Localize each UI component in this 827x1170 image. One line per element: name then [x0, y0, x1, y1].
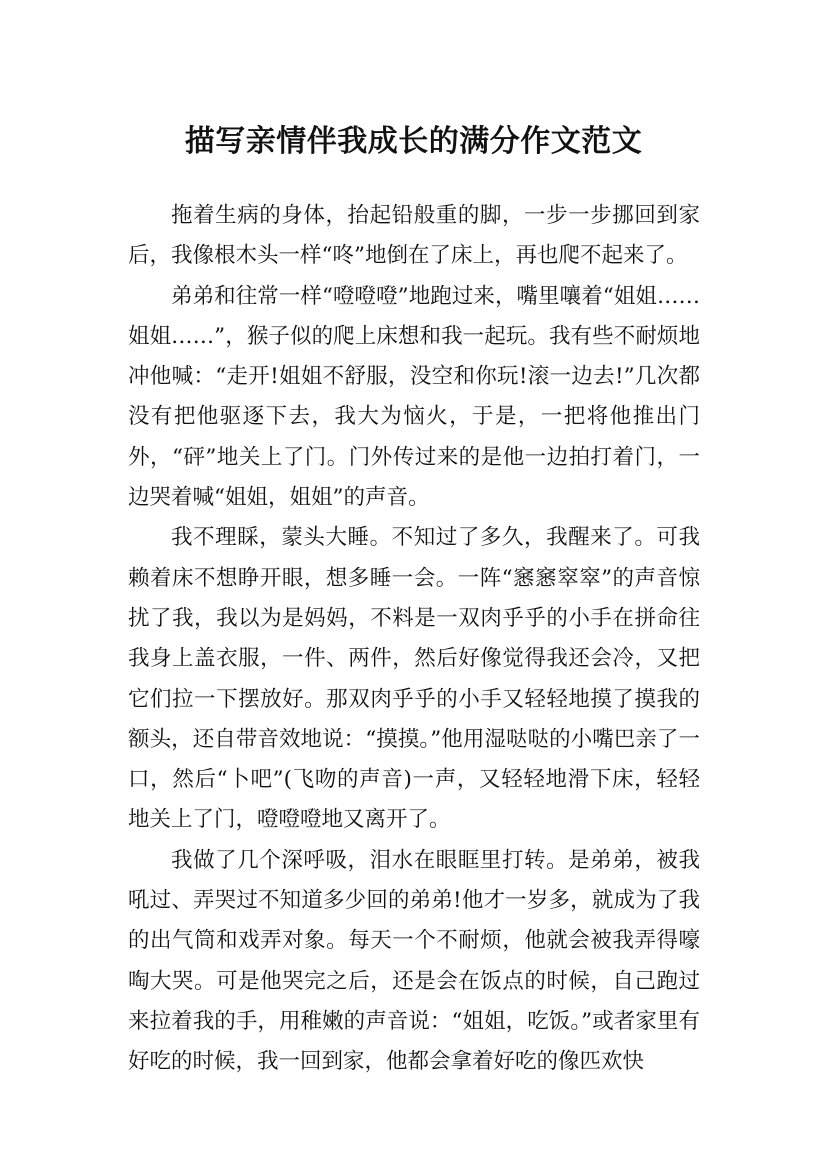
paragraph-1: 拖着生病的身体，抬起铅般重的脚，一步一步挪回到家后，我像根木头一样“咚”地倒在了床上，再也爬不起来了。	[128, 203, 700, 269]
document-body	[128, 196, 700, 1083]
paragraph-2: 弟弟和往常一样“噔噔噔”地跑过来，嘴里嚷着“姐姐……姐姐……”，猴子似的爬上床想和我一起玩。我有些不耐烦地冲他喊：“走开!姐姐不舒服，没空和你玩!滚一边去!”几次都没有把他驱逐下去，我大为恼火，于是，一把将他推出门外，“砰”地关上了门。门外传过来的是他一边拍打着门，一边哭着喊“姐姐，姐姐”的声音。	[128, 283, 700, 511]
document-title: 描写亲情伴我成长的满分作文范文	[184, 124, 643, 160]
paragraph-4: 我做了几个深呼吸，泪水在眼眶里打转。是弟弟，被我吼过、弄哭过不知道多少回的弟弟!他才一岁多，就成为了我的出气筒和戏弄对象。每天一个不耐烦，他就会被我弄得嚎啕大哭。可是他哭完之后，还是会在饭点的时候，自己跑过来拉着我的手，用稚嫩的声音说：“姐姐，吃饭。”或者家里有好吃的时候，我一回到家，他都会拿着好吃的像匹欢快	[128, 847, 700, 1075]
paragraph-3: 我不理睬，蒙头大睡。不知过了多久，我醒来了。可我赖着床不想睁开眼，想多睡一会。一阵“窸窸窣窣”的声音惊扰了我，我以为是妈妈，不料是一双肉乎乎的小手在拼命往我身上盖衣服，一件、两件，然后好像觉得我还会冷，又把它们拉一下摆放好。那双肉乎乎的小手又轻轻地摸了摸我的额头，还自带音效地说：“摸摸。”他用湿哒哒的小嘴巴亲了一口，然后“卜吧”(飞吻的声音)一声，又轻轻地滑下床，轻轻地关上了门，噔噔噔地又离开了。	[128, 525, 700, 833]
